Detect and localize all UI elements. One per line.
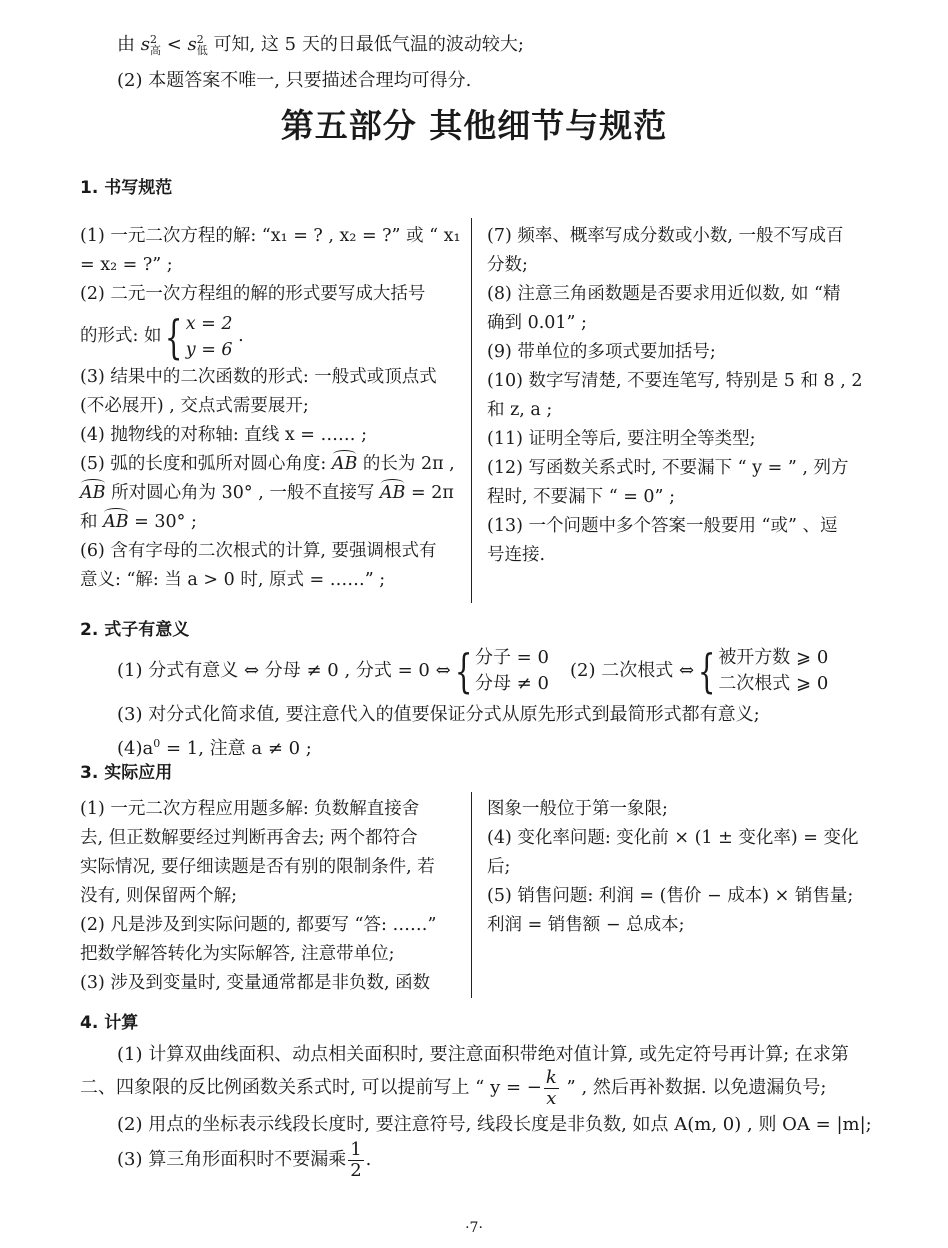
- condition: 分母 ≠ 0: [474, 673, 549, 694]
- text-line: 确到 0.01” ;: [487, 313, 587, 333]
- page-title: 第五部分 其他细节与规范: [280, 106, 668, 145]
- section1-right-column: [487, 222, 877, 570]
- text-line: (3) 涉及到变量时, 变量通常都是非负数, 函数: [80, 973, 431, 993]
- denominator: x: [546, 1087, 557, 1109]
- numerator: 1: [350, 1138, 362, 1160]
- text-line: (2) 凡是涉及到实际问题的, 都要写 “答: ……”: [80, 915, 437, 935]
- text: 的形式: 如: [80, 326, 162, 346]
- text-line: [117, 729, 312, 763]
- text-line: (3) 结果中的二次函数的形式: 一般式或顶点式: [80, 367, 437, 387]
- arc-symbol: AB: [332, 450, 358, 479]
- text-line: (1) 计算双曲线面积、动点相关面积时, 要注意面积带绝对值计算, 或先定符号再计算; 在求第: [117, 1044, 849, 1065]
- text-line: (不必展开) , 交点式需要展开;: [80, 396, 309, 416]
- text: .: [232, 326, 244, 346]
- text-line: (2) 二元一次方程组的解的形式要写成大括号: [80, 284, 426, 304]
- intro-line-1: [117, 30, 524, 59]
- text-line: 意义: “解: 当 a > 0 时, 原式 = ……” ;: [80, 570, 386, 590]
- text-line: [80, 508, 460, 537]
- page-number: ·7·: [465, 1220, 483, 1236]
- equation: x = 2: [185, 313, 233, 334]
- text-line: 利润 = 销售额 − 总成本;: [487, 915, 685, 935]
- text: 所对圆心角为 30° , 一般不直接写: [105, 483, 380, 503]
- text: (3) 算三角形面积时不要漏乘: [117, 1149, 347, 1170]
- text: = 30° ;: [128, 512, 197, 532]
- text: .: [365, 1149, 372, 1170]
- column-divider: [471, 792, 472, 998]
- superscript: 0: [153, 737, 161, 750]
- text: 二、四象限的反比例函数关系式时, 可以提前写上 “ y = −: [80, 1077, 542, 1098]
- condition: 被开方数 ⩾ 0: [718, 647, 829, 668]
- text-line: 和 z, a ;: [487, 400, 553, 420]
- arc-symbol: AB: [103, 508, 129, 537]
- fraction-k-over-x: [544, 1068, 559, 1109]
- fraction-condition-line: [117, 644, 549, 698]
- text-line: [80, 479, 460, 508]
- section-heading-1: 1. 书写规范: [80, 178, 173, 198]
- equation-system-line: [80, 309, 460, 363]
- text-line: 号连接.: [487, 545, 546, 565]
- arc-symbol: AB: [80, 479, 106, 508]
- text: (1) 分式有意义 ⇔ 分母 ≠ 0 , 分式 = 0 ⇔: [117, 660, 451, 681]
- variance-symbol: s: [187, 34, 197, 55]
- left-brace: {: [697, 644, 716, 698]
- variance-symbol: s: [140, 34, 150, 55]
- text-line: = x₂ = ?” ;: [80, 255, 173, 275]
- text-line: [80, 450, 460, 479]
- denominator: 2: [350, 1159, 362, 1181]
- text: = 2π: [405, 483, 454, 503]
- condition: 二次根式 ⩾ 0: [718, 673, 829, 694]
- text-line: (4) 抛物线的对称轴: 直线 x = …… ;: [80, 425, 367, 445]
- section-heading-2: 2. 式子有意义: [80, 620, 190, 640]
- intro-text: 由: [117, 34, 141, 55]
- condition-system: [475, 645, 549, 697]
- text: = 1, 注意 a ≠ 0 ;: [160, 738, 312, 759]
- text-line: (9) 带单位的多项式要加括号;: [487, 342, 716, 362]
- left-brace: {: [165, 309, 183, 364]
- section-heading-3: 3. 实际应用: [80, 763, 173, 783]
- text-line: (4) 变化率问题: 变化前 × (1 ± 变化率) = 变化: [487, 828, 859, 848]
- section3-left-column: [80, 795, 460, 998]
- radical-condition-line: [570, 644, 828, 698]
- text-line: [80, 1066, 826, 1110]
- text-line: 后;: [487, 857, 511, 877]
- text-line: (12) 写函数关系式时, 不要漏下 “ y = ” , 列方: [487, 458, 849, 478]
- superscript: 2: [196, 33, 204, 46]
- numerator: k: [545, 1066, 557, 1088]
- text: (2) 二次根式 ⇔: [570, 660, 695, 681]
- text-line: 分数;: [487, 255, 528, 275]
- subscript: 低: [196, 44, 208, 57]
- superscript: 2: [149, 33, 157, 46]
- text-line: (3) 对分式化简求值, 要注意代入的值要保证分式从原先形式到最简形式都有意义;: [117, 704, 760, 725]
- arc-symbol: AB: [380, 479, 406, 508]
- text-line: 图象一般位于第一象限;: [487, 799, 668, 819]
- text-line: (7) 频率、概率写成分数或小数, 一般不写成百: [487, 226, 844, 246]
- left-brace: {: [454, 644, 473, 698]
- condition-system: [718, 645, 828, 697]
- text-line: (8) 注意三角函数题是否要求用近似数, 如 “精: [487, 284, 841, 304]
- text-line: 把数学解答转化为实际解答, 注意带单位;: [80, 944, 395, 964]
- equation-system: [186, 311, 233, 363]
- text-line: 实际情况, 要仔细读题是否有别的限制条件, 若: [80, 857, 435, 877]
- text-line: (1) 一元二次方程的解: “x₁ = ? , x₂ = ?” 或 “ x₁: [80, 226, 461, 246]
- text-line: (5) 销售问题: 利润 = (售价 − 成本) × 销售量;: [487, 886, 854, 906]
- text: 的长为 2π ,: [357, 454, 455, 474]
- text: (5) 弧的长度和弧所对圆心角度:: [80, 454, 332, 474]
- intro-line-2: (2) 本题答案不唯一, 只要描述合理均可得分.: [117, 70, 472, 91]
- condition: 分子 = 0: [474, 647, 549, 668]
- text: (4)a: [117, 738, 154, 759]
- text-line: (6) 含有字母的二次根式的计算, 要强调根式有: [80, 541, 437, 561]
- text-line: 没有, 则保留两个解;: [80, 886, 238, 906]
- text-line: (11) 证明全等后, 要注明全等类型;: [487, 429, 756, 449]
- intro-text: 可知, 这 5 天的日最低气温的波动较大;: [207, 34, 524, 55]
- section-heading-4: 4. 计算: [80, 1013, 139, 1033]
- text-line: (10) 数字写清楚, 不要连笔写, 特别是 5 和 8 , 2: [487, 371, 863, 391]
- subscript: 高: [149, 44, 161, 57]
- section1-left-column: [80, 222, 460, 595]
- equation: y = 6: [185, 339, 233, 360]
- text-line: (13) 一个问题中多个答案一般要用 “或” 、逗: [487, 516, 838, 536]
- column-divider: [471, 218, 472, 603]
- text-line: 程时, 不要漏下 “ = 0” ;: [487, 487, 675, 507]
- text-line: (2) 用点的坐标表示线段长度时, 要注意符号, 线段长度是非负数, 如点 A(m, 0) , 则 OA = |m|;: [117, 1114, 872, 1135]
- fraction-one-half: [348, 1140, 363, 1181]
- text: 和: [80, 512, 104, 532]
- text-line: 去, 但正数解要经过判断再舍去; 两个都符合: [80, 828, 418, 848]
- section3-right-column: [487, 795, 877, 940]
- text-line: (1) 一元二次方程应用题多解: 负数解直接舍: [80, 799, 420, 819]
- text: ” , 然后再补数据. 以免遗漏负号;: [560, 1077, 827, 1098]
- text-line: [117, 1138, 371, 1182]
- less-than: <: [160, 34, 188, 55]
